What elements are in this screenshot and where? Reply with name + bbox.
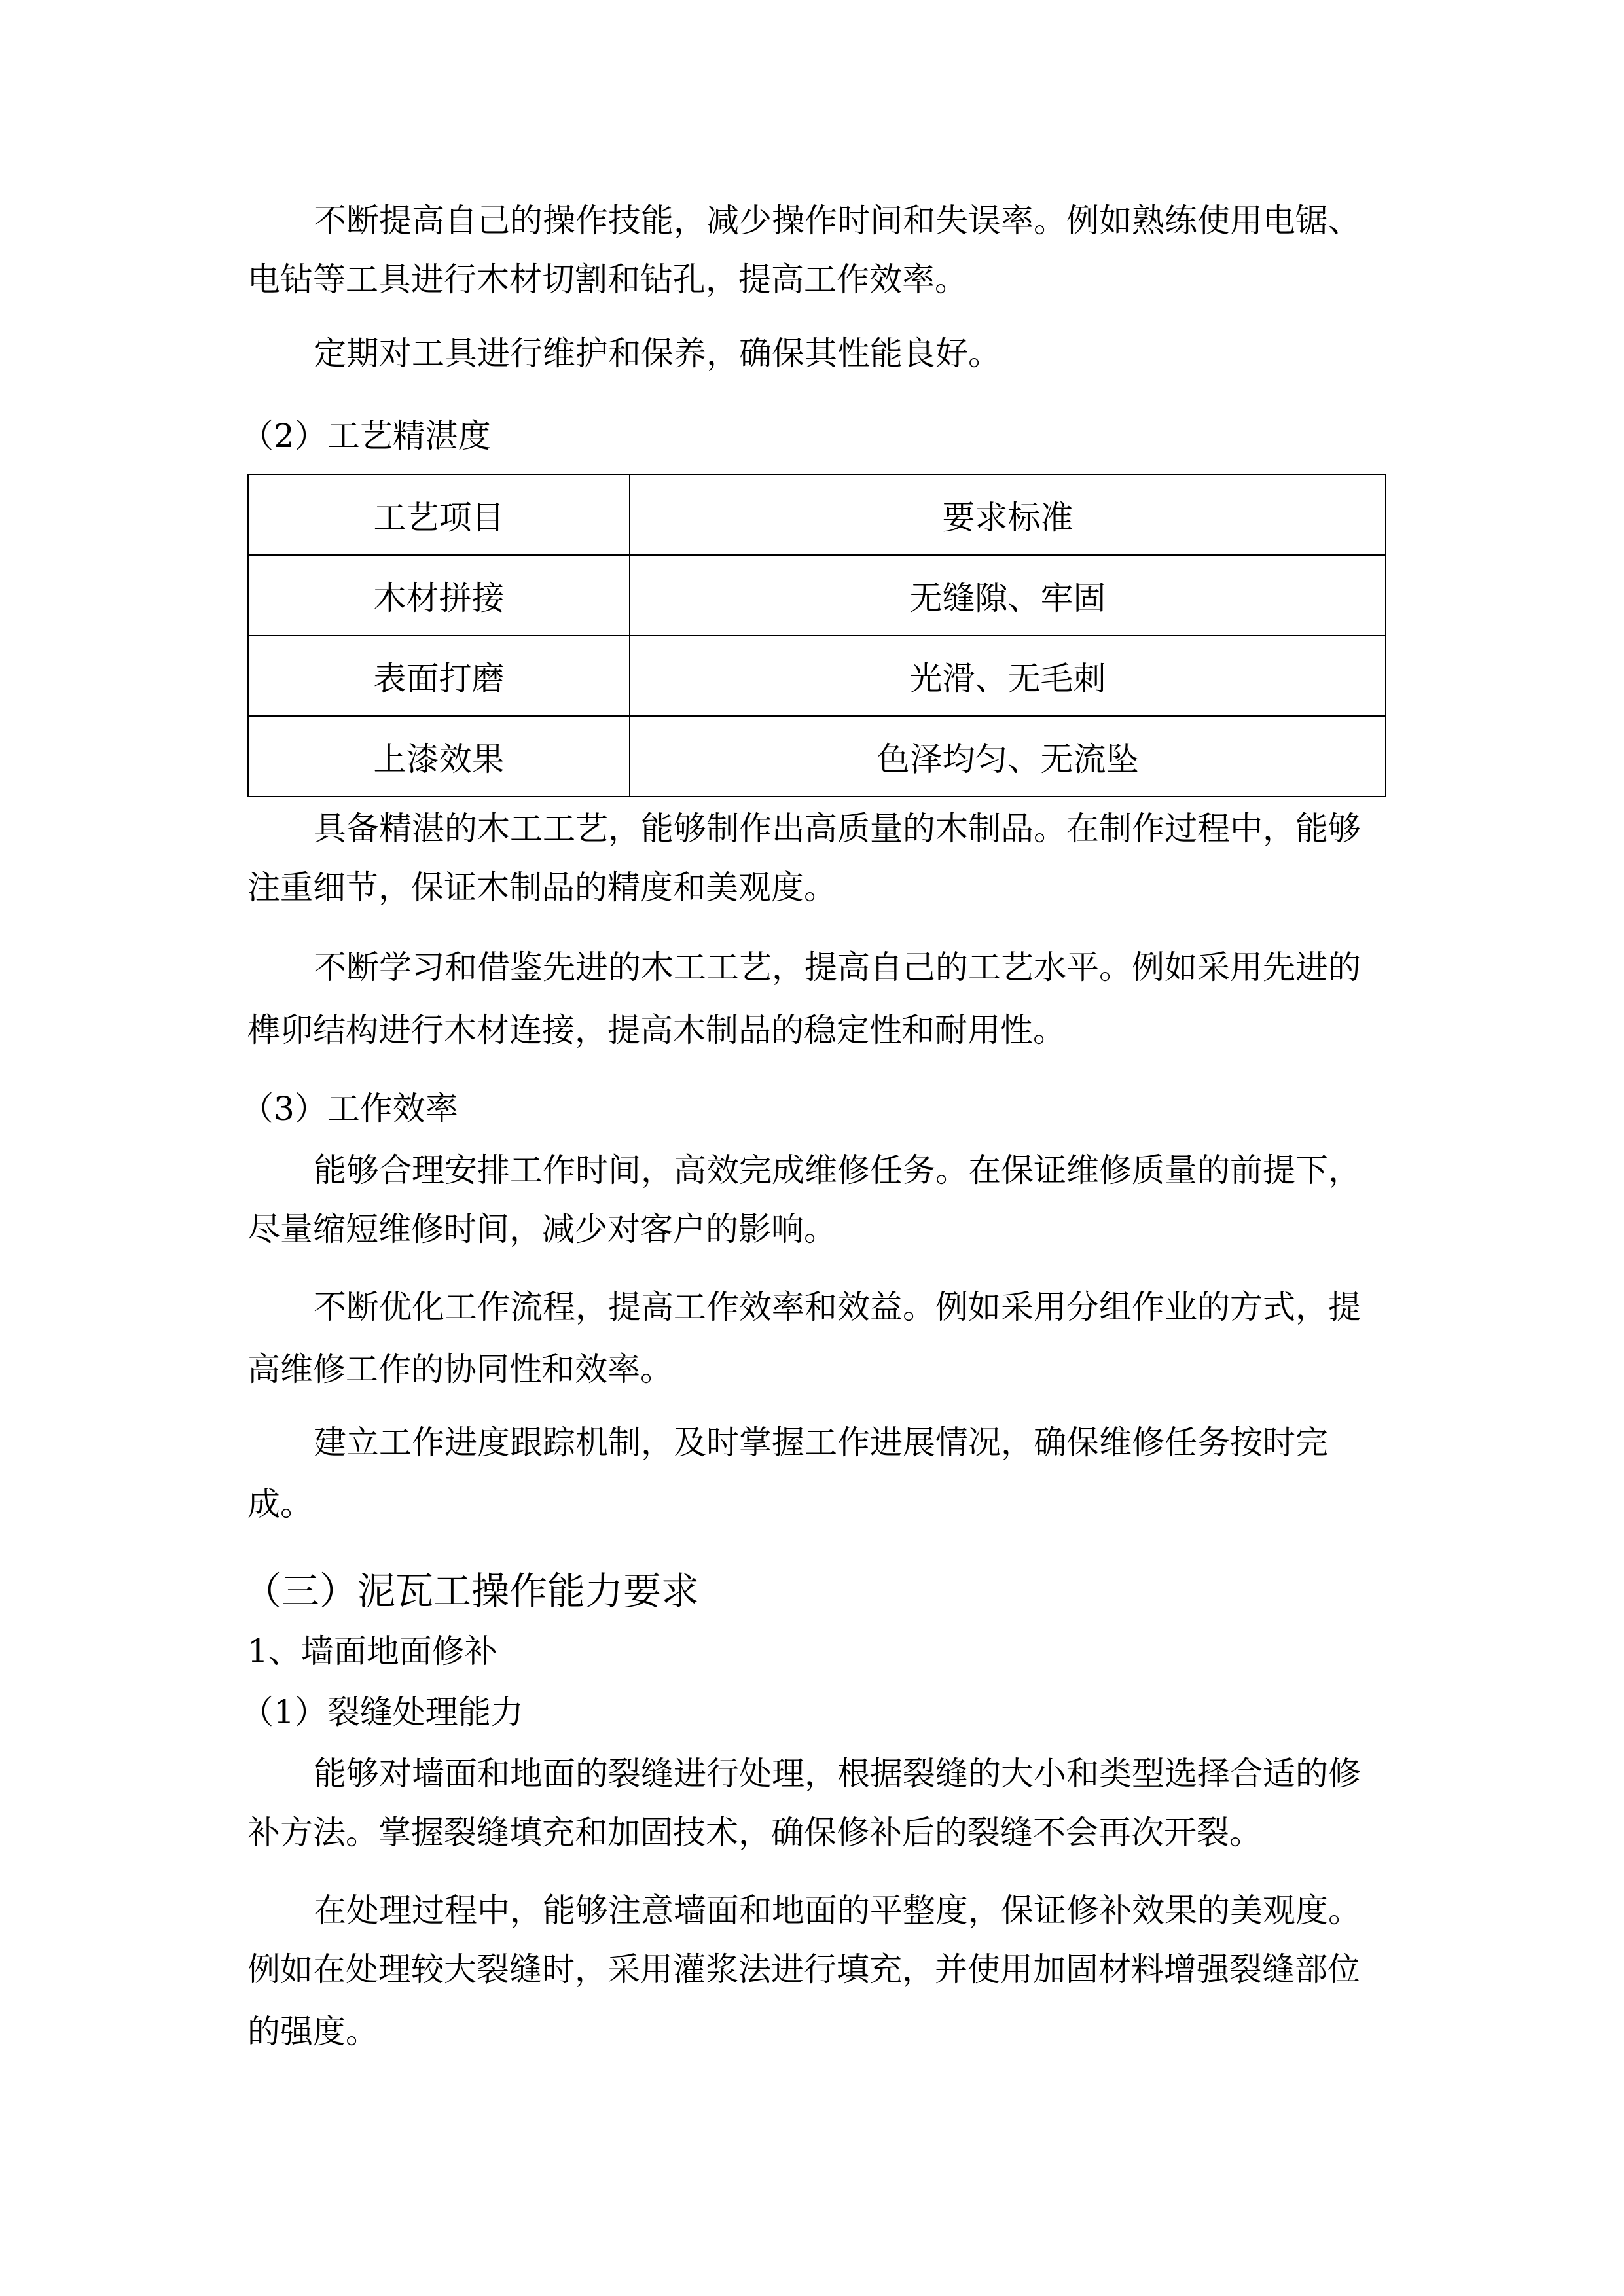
paragraph-line: 具备精湛的木工工艺，能够制作出高质量的木制品。在制作过程中，能够: [314, 810, 1361, 848]
table-cell: 光滑、无毛刺: [630, 636, 1386, 716]
paragraph-line: 不断提高自己的操作技能，减少操作时间和失误率。例如熟练使用电锯、: [314, 202, 1361, 240]
table-header: 工艺项目: [248, 475, 630, 555]
paragraph-line: 能够对墙面和地面的裂缝进行处理，根据裂缝的大小和类型选择合适的修: [314, 1755, 1361, 1793]
paragraph-line: 不断学习和借鉴先进的木工工艺，提高自己的工艺水平。例如采用先进的: [314, 948, 1361, 986]
subheading-crack: （1）裂缝处理能力: [241, 1693, 524, 1731]
section-heading: （三）泥瓦工操作能力要求: [244, 1569, 700, 1613]
paragraph-line: 高维修工作的协同性和效率。: [247, 1350, 673, 1388]
paragraph-line: 在处理过程中，能够注意墙面和地面的平整度，保证修补效果的美观度。: [314, 1892, 1361, 1929]
paragraph-line: 榫卯结构进行木材连接，提高木制品的稳定性和耐用性。: [247, 1011, 1066, 1049]
table-cell: 表面打磨: [248, 636, 630, 716]
table-header: 要求标准: [630, 475, 1386, 555]
paragraph-line: 电钻等工具进行木材切割和钻孔，提高工作效率。: [247, 260, 967, 298]
table-row: [248, 555, 1386, 636]
subheading-efficiency: （3）工作效率: [241, 1090, 458, 1128]
table-cell: 木材拼接: [248, 555, 630, 636]
table-cell: 上漆效果: [248, 716, 630, 797]
table-row: [248, 636, 1386, 716]
item-heading: 1、墙面地面修补: [247, 1632, 497, 1670]
table-row: [248, 716, 1386, 797]
paragraph-line: 的强度。: [247, 2013, 378, 2051]
paragraph-line: 例如在处理较大裂缝时，采用灌浆法进行填充，并使用加固材料增强裂缝部位: [247, 1950, 1360, 1988]
subheading-craft: （2）工艺精湛度: [241, 417, 491, 455]
craft-table: [247, 474, 1386, 797]
paragraph-line: 注重细节，保证木制品的精度和美观度。: [247, 869, 837, 906]
table-cell: 无缝隙、牢固: [630, 555, 1386, 636]
paragraph-line: 补方法。掌握裂缝填充和加固技术，确保修补后的裂缝不会再次开裂。: [247, 1814, 1262, 1852]
paragraph-line: 定期对工具进行维护和保养，确保其性能良好。: [314, 334, 1001, 372]
table-cell: 色泽均匀、无流坠: [630, 716, 1386, 797]
paragraph-line: 不断优化工作流程，提高工作效率和效益。例如采用分组作业的方式，提: [314, 1288, 1361, 1326]
paragraph-line: 成。: [247, 1485, 313, 1523]
paragraph-line: 能够合理安排工作时间，高效完成维修任务。在保证维修质量的前提下，: [314, 1151, 1361, 1189]
paragraph-line: 尽量缩短维修时间，减少对客户的影响。: [247, 1210, 837, 1248]
paragraph-line: 建立工作进度跟踪机制，及时掌握工作进展情况，确保维修任务按时完: [314, 1424, 1328, 1462]
table-header-row: [248, 475, 1386, 555]
